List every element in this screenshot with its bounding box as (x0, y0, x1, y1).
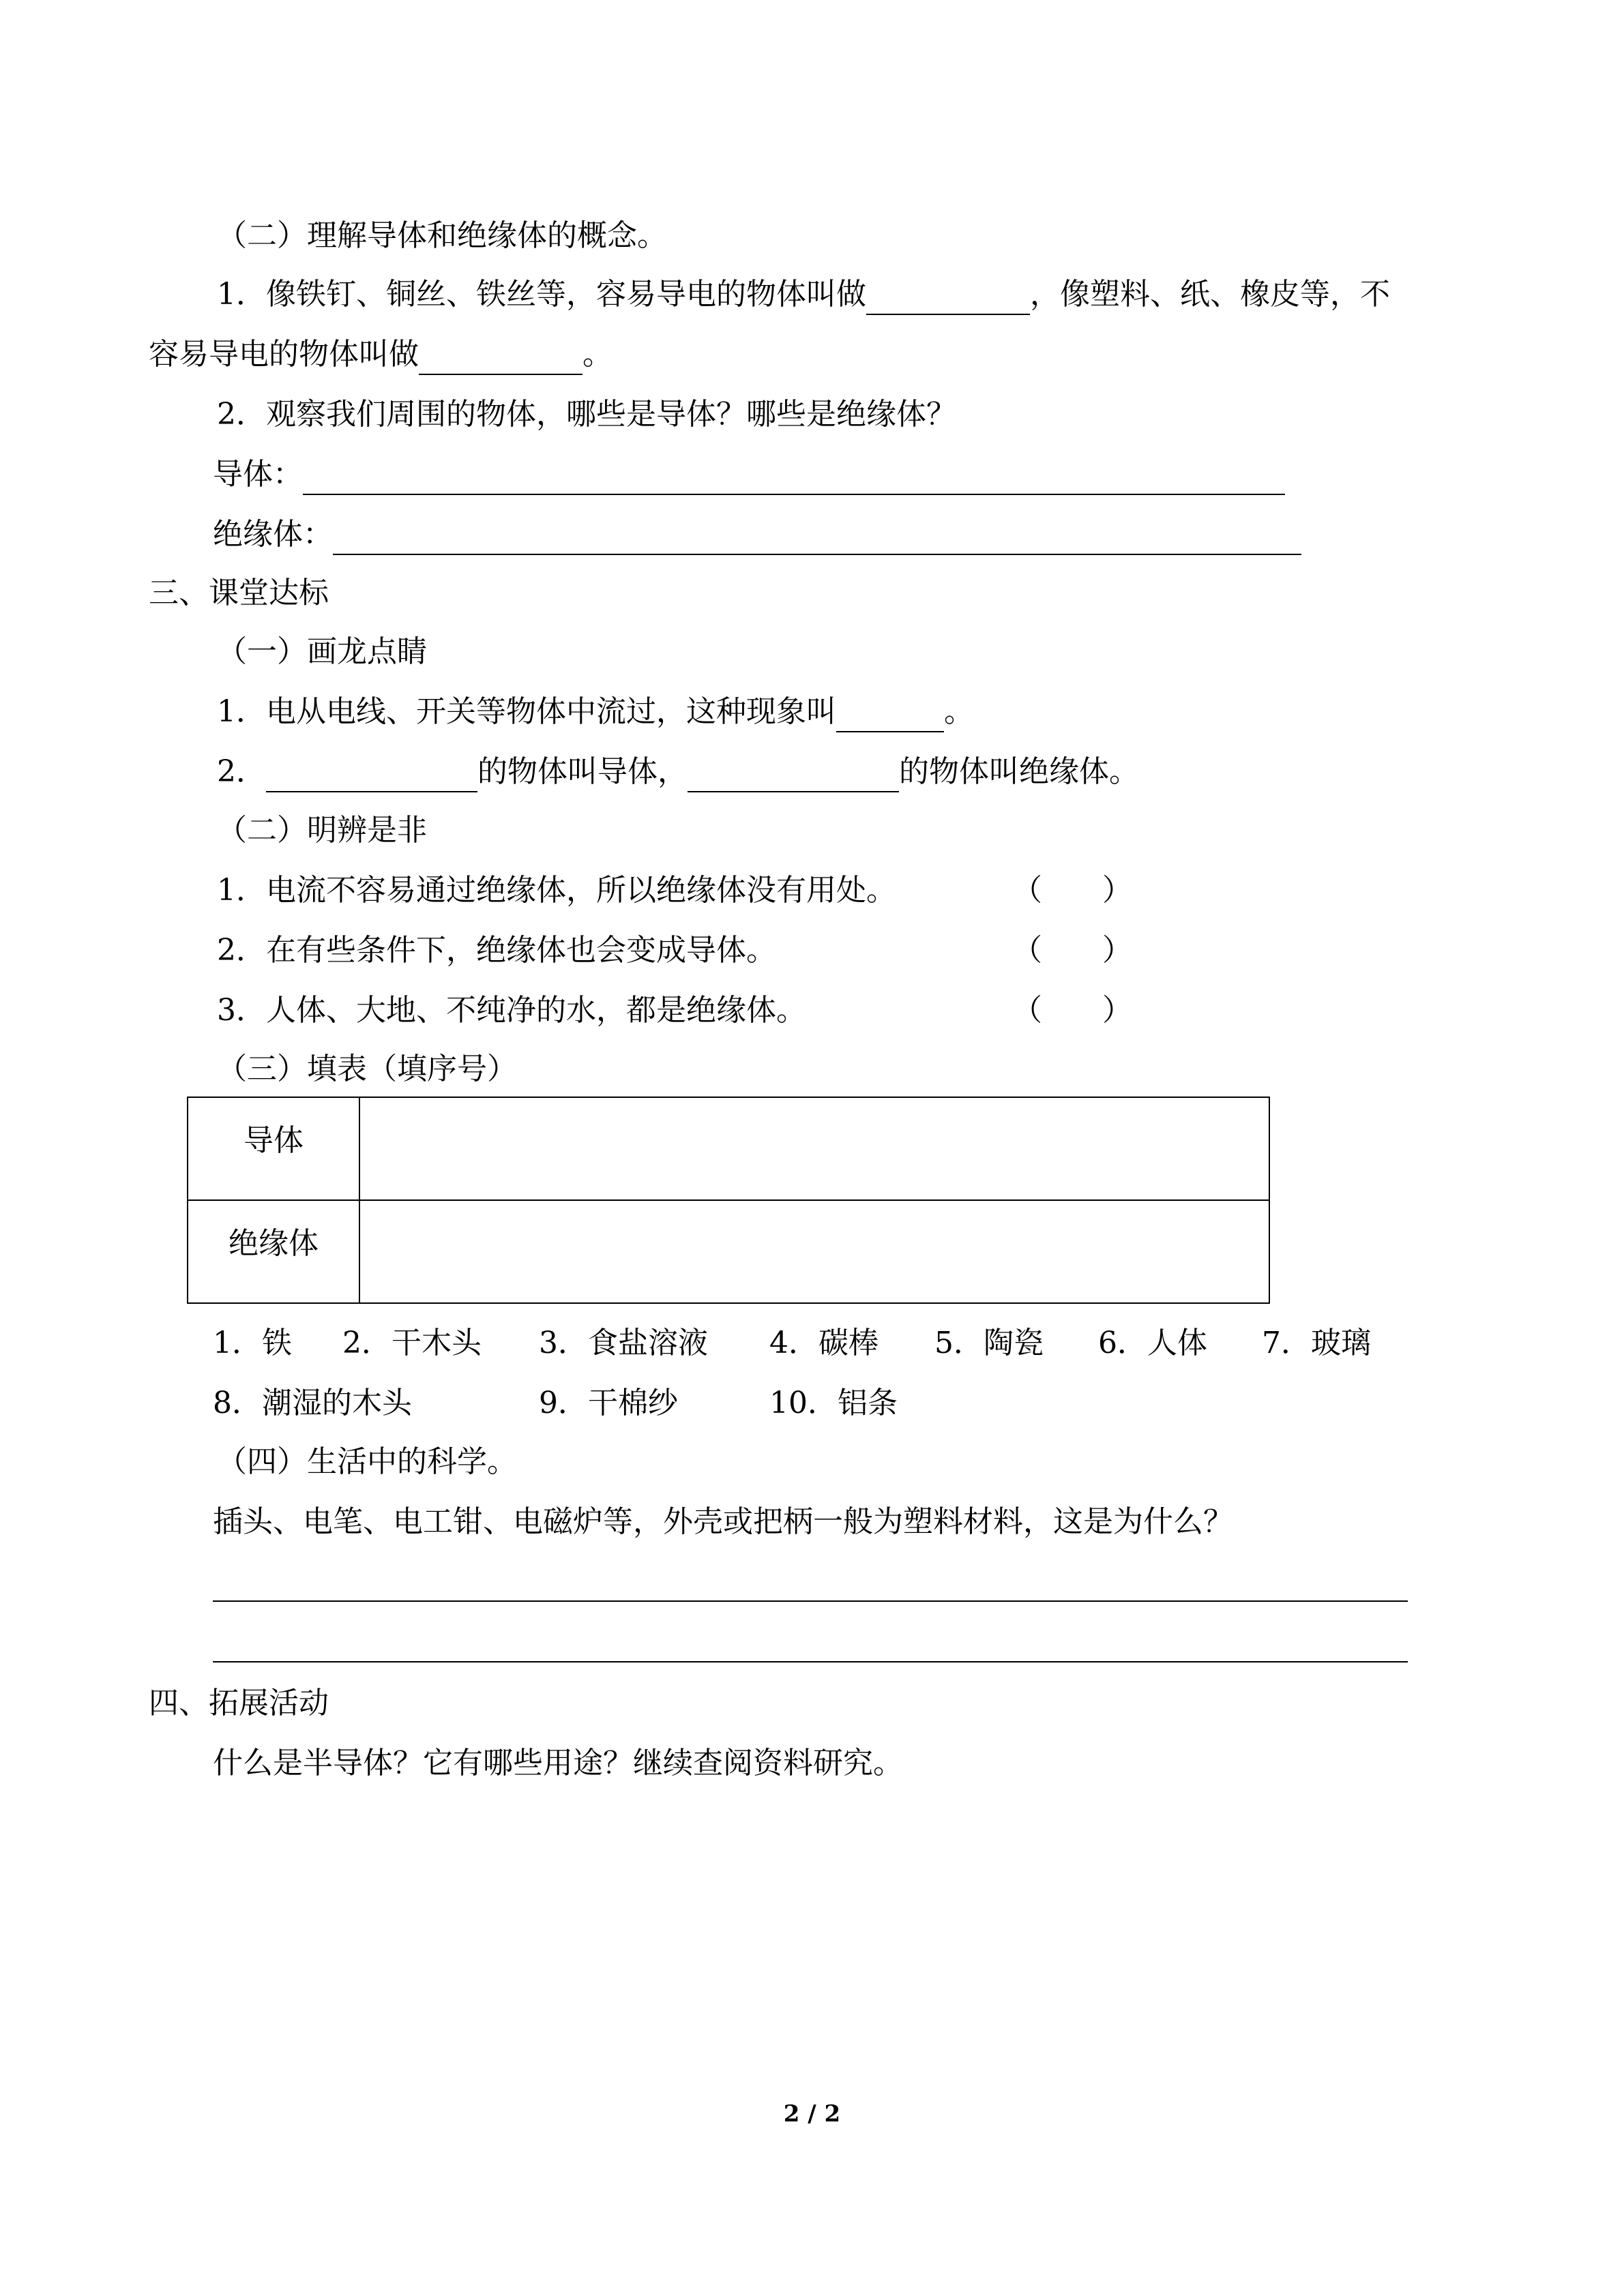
text: 容易导电的物体叫做 (149, 337, 419, 372)
section-3-sub2: （二）明辨是非 (217, 813, 427, 848)
judge-item-2: 2．在有些条件下，绝缘体也会变成导体。 (217, 933, 776, 968)
part2-heading: （二）理解导体和绝缘体的概念。 (217, 218, 667, 253)
judge-answer-3[interactable]: （ ） (1012, 993, 1132, 1028)
answer-blank[interactable] (836, 700, 944, 732)
part2-question-1-line2 (149, 334, 612, 375)
answer-blank[interactable] (866, 282, 1030, 315)
text: 1．像铁钉、铜丝、铁丝等，容易导电的物体叫做 (217, 277, 866, 312)
choice-item: 10．铝条 (769, 1386, 898, 1420)
text: 2． (217, 754, 266, 789)
section-4-text: 什么是半导体？它有哪些用途？继续查阅资料研究。 (213, 1746, 903, 1780)
insulator-label: 绝缘体： (213, 517, 333, 552)
choice-item: 8．潮湿的木头 (213, 1386, 412, 1420)
answer-blank[interactable] (688, 760, 899, 792)
insulator-answer-cell[interactable] (359, 1200, 1269, 1303)
text: 的物体叫导体， (477, 754, 688, 789)
part2-question-2: 2．观察我们周围的物体，哪些是导体？哪些是绝缘体？ (217, 397, 956, 432)
table-row-label: 绝缘体 (188, 1200, 359, 1303)
conductor-answer-line (213, 454, 1285, 495)
page-number: 2 / 2 (783, 2100, 841, 2128)
section-4-title: 四、拓展活动 (149, 1686, 329, 1720)
text: ，像塑料、纸、橡皮等，不 (1030, 277, 1390, 312)
fill-question-1 (217, 691, 974, 732)
judge-item-3: 3．人体、大地、不纯净的水，都是绝缘体。 (217, 993, 806, 1028)
answer-line-1[interactable] (213, 1600, 1408, 1602)
choice-item: 2．干木头 (342, 1326, 482, 1360)
choice-item: 1．铁 (213, 1326, 292, 1360)
table-row (188, 1097, 1269, 1200)
judge-answer-1[interactable]: （ ） (1012, 873, 1132, 908)
choice-item: 4．碳棒 (769, 1326, 879, 1360)
life-question: 插头、电笔、电工钳、电磁炉等，外壳或把柄一般为塑料材料，这是为什么？ (213, 1504, 1233, 1539)
section-3-title: 三、课堂达标 (149, 576, 329, 610)
choice-item: 7．玻璃 (1262, 1326, 1371, 1360)
text: 1．电从电线、开关等物体中流过，这种现象叫 (217, 694, 836, 729)
text: 的物体叫绝缘体。 (899, 754, 1139, 789)
fill-question-2 (217, 751, 1139, 792)
choice-item: 6．人体 (1098, 1326, 1207, 1360)
fill-in-table (187, 1097, 1270, 1304)
table-row (188, 1200, 1269, 1303)
judge-answer-2[interactable]: （ ） (1012, 933, 1132, 968)
table-row-label: 导体 (188, 1097, 359, 1200)
insulator-answer-line (213, 514, 1301, 555)
text: 。 (944, 694, 974, 729)
conductor-label: 导体： (213, 457, 303, 492)
judge-item-1: 1．电流不容易通过绝缘体，所以绝缘体没有用处。 (217, 873, 896, 908)
conductor-answer-cell[interactable] (359, 1097, 1269, 1200)
choice-item: 9．干棉纱 (539, 1386, 678, 1420)
insulator-answer-blank[interactable] (333, 522, 1301, 555)
text: 。 (582, 337, 612, 372)
answer-blank[interactable] (266, 760, 477, 792)
choice-item: 3．食盐溶液 (539, 1326, 708, 1360)
answer-line-2[interactable] (213, 1661, 1408, 1663)
section-3-sub4: （四）生活中的科学。 (217, 1444, 517, 1479)
answer-blank[interactable] (419, 342, 582, 375)
section-3-sub3: （三）填表（填序号） (217, 1052, 517, 1086)
conductor-answer-blank[interactable] (303, 462, 1285, 495)
part2-question-1-line1 (217, 274, 1390, 315)
section-3-sub1: （一）画龙点睛 (217, 634, 427, 669)
choice-item: 5．陶瓷 (934, 1326, 1044, 1360)
